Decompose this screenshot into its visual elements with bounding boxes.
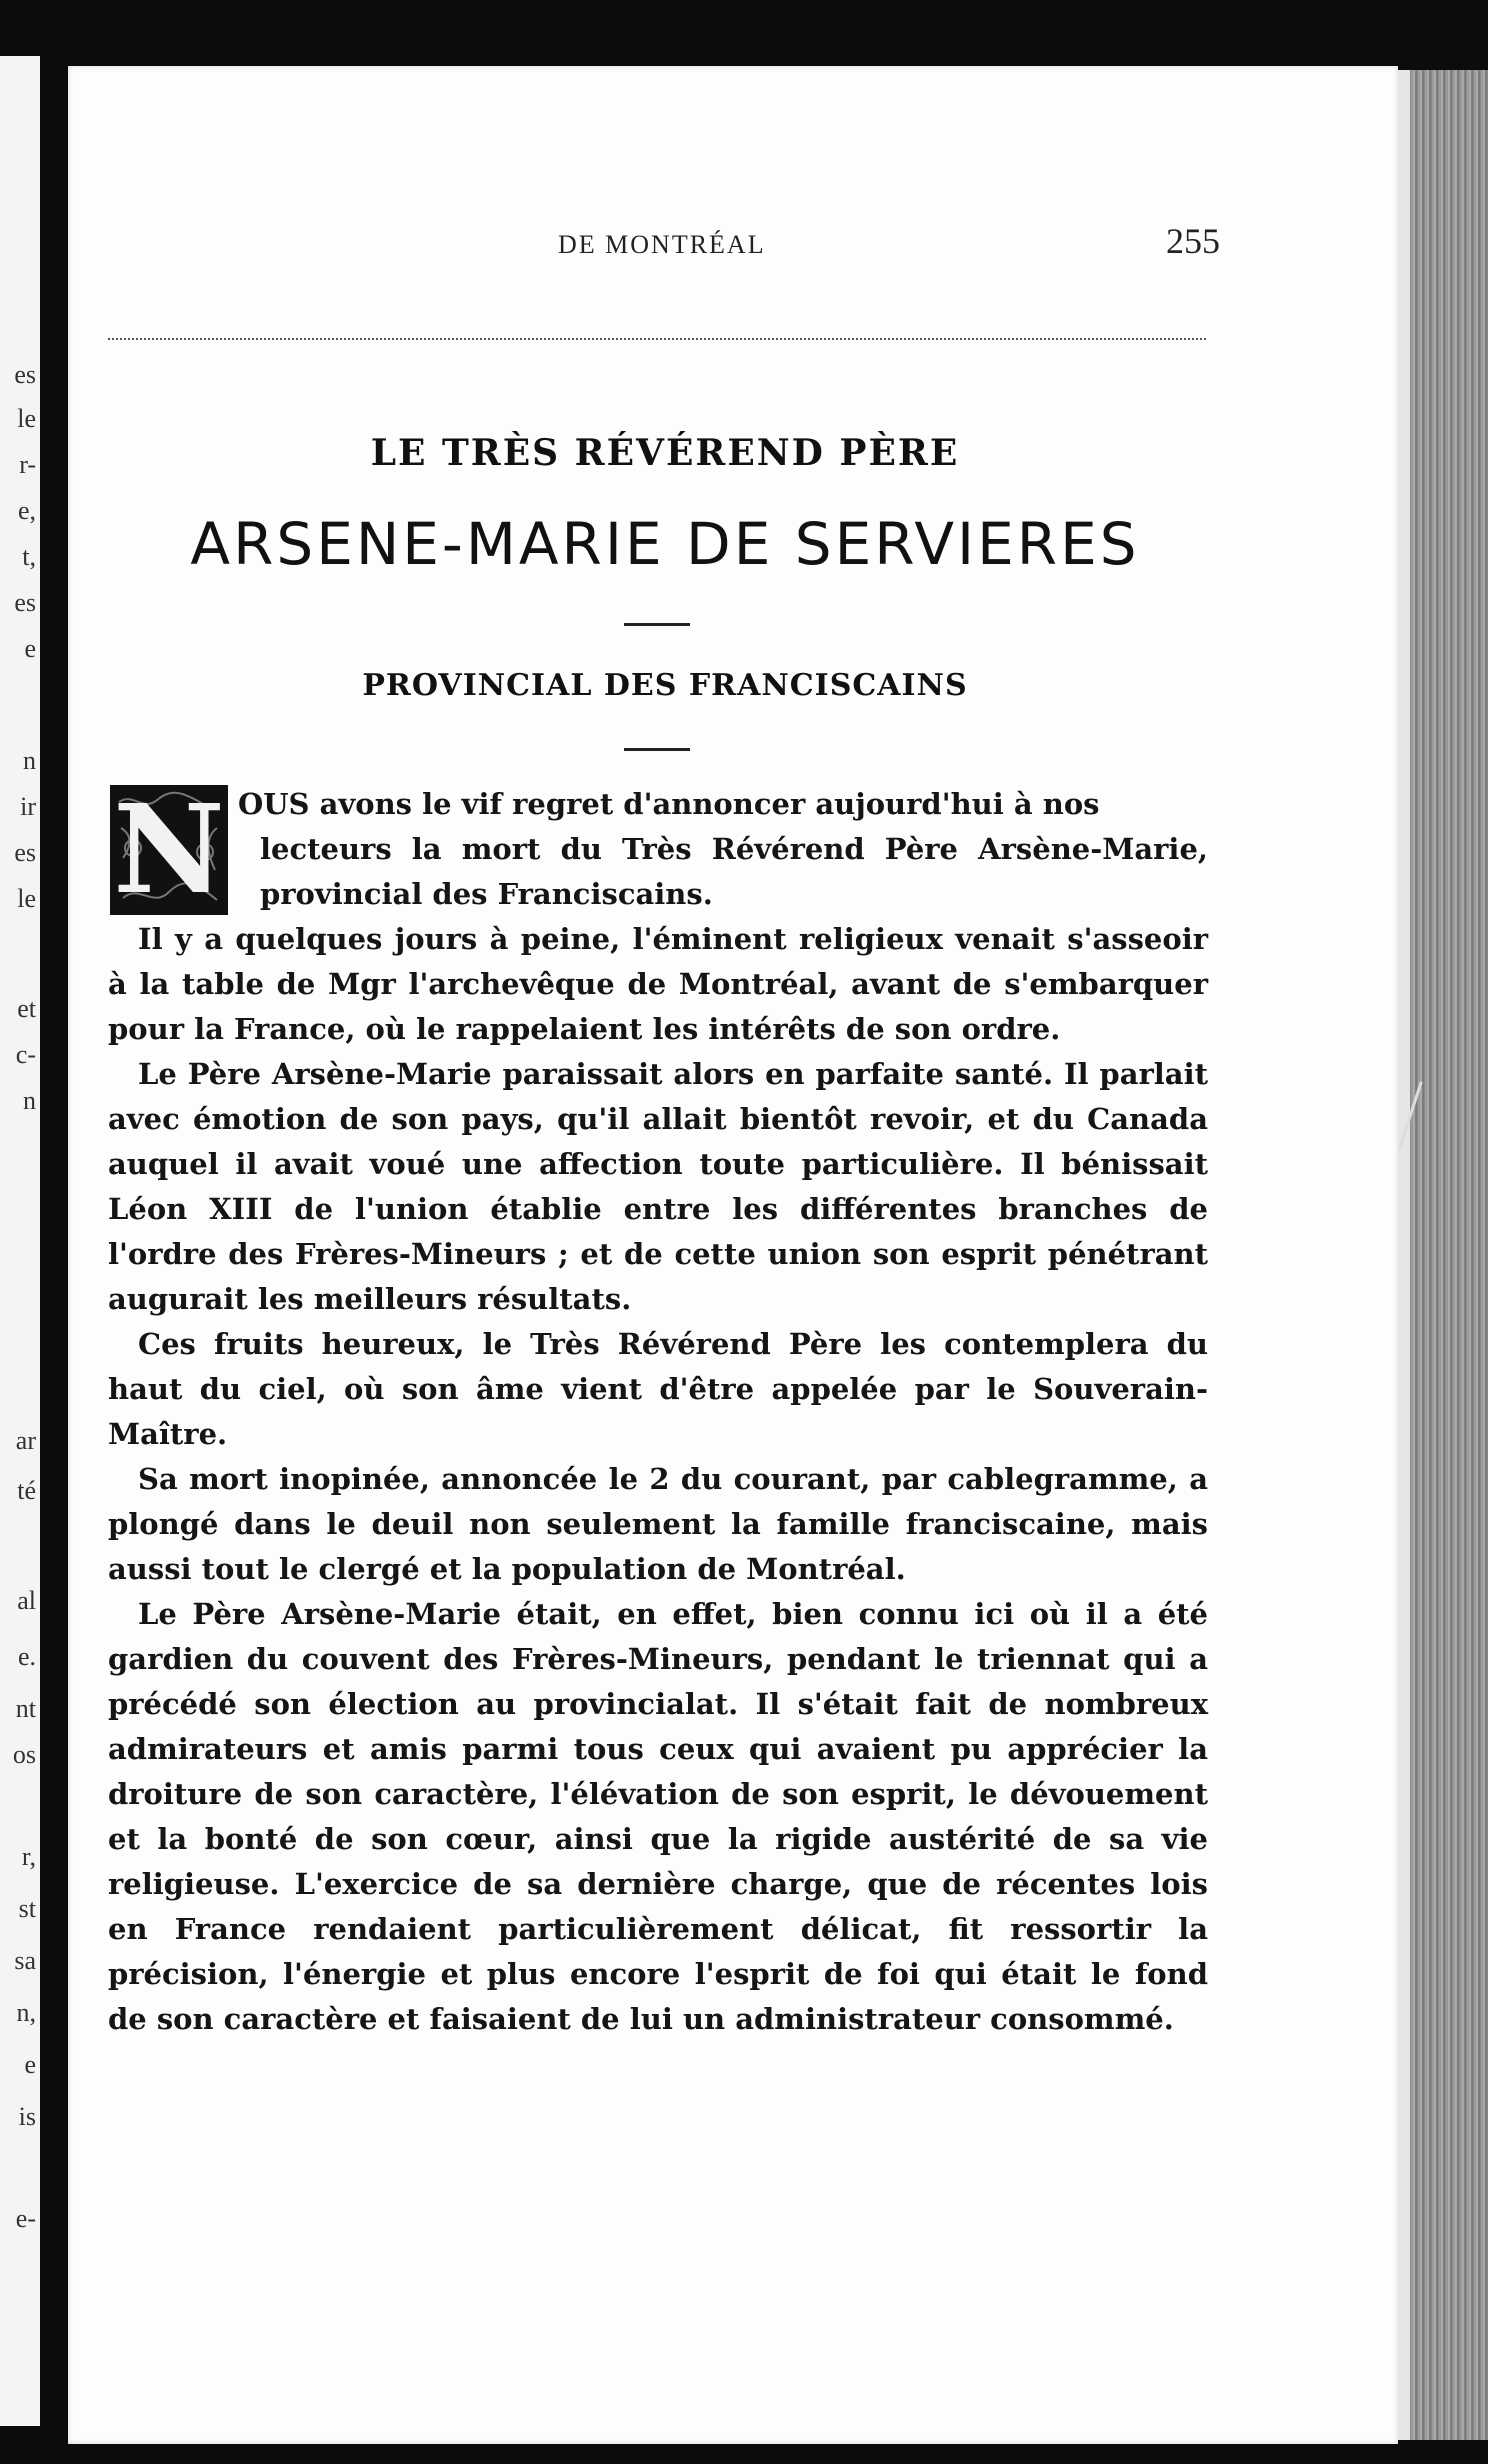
header-divider xyxy=(108,338,1206,340)
left-page-fragment: le xyxy=(17,404,36,433)
left-page-fragment: e. xyxy=(17,1642,36,1671)
left-page-fragment: c- xyxy=(15,1040,36,1069)
title-name: ARSENE-MARIE DE SERVIERES xyxy=(190,510,1140,578)
left-page-fragment: ar xyxy=(15,1426,36,1455)
paragraph-1 xyxy=(108,782,1208,917)
title-subheading: PROVINCIAL DES FRANCISCAINS xyxy=(362,668,968,703)
article-body xyxy=(108,782,1208,2042)
left-page-fragment: le xyxy=(17,884,36,913)
paragraph-1-lead: OUS avons le vif regret d'annoncer aujourd'hui à nos xyxy=(238,787,1100,821)
left-page-fragment: r, xyxy=(21,1842,36,1871)
left-page-fragment: nt xyxy=(15,1694,36,1723)
title-divider-top xyxy=(624,623,690,626)
left-page-fragment: is xyxy=(18,2102,36,2131)
left-page-fragment: e- xyxy=(15,2204,36,2233)
left-page-fragment: té xyxy=(17,1476,36,1505)
left-page-fragment: e, xyxy=(17,496,36,525)
page-number: 255 xyxy=(1166,221,1220,261)
paragraph-5: Sa mort inopinée, annoncée le 2 du courant, par cablegramme, a plongé dans le deuil non seulement la famille franciscaine, mais aussi tout le clergé et la population de Montréal. xyxy=(108,1462,1208,1586)
page-block-edge-highlight xyxy=(1398,70,1410,2440)
left-page-fragment: n xyxy=(23,1086,36,1115)
left-page-fragment: r- xyxy=(19,450,36,479)
left-page-fragment: es xyxy=(14,360,36,389)
paragraph-2: Il y a quelques jours à peine, l'éminent religieux venait s'asseoir à la table de Mgr l'archevêque de Montréal, avant de s'embarquer pour la France, où le rappelaient les intérêts de son ordre. xyxy=(108,922,1208,1046)
dropcap-letter: N xyxy=(113,785,225,915)
left-page-fragment: n, xyxy=(16,1998,36,2027)
left-page-fragment: al xyxy=(17,1586,36,1615)
left-page-fragment: os xyxy=(12,1740,36,1769)
left-page-fragment: n xyxy=(23,746,36,775)
left-page-fragment: ir xyxy=(20,792,36,821)
left-page-fragment: es xyxy=(14,588,36,617)
left-page-fragment: es xyxy=(14,838,36,867)
paragraph-1-continuation: lecteurs la mort du Très Révérend Père Arsène-Marie, provincial des Franciscains. xyxy=(260,832,1208,911)
title-honorific: LE TRÈS RÉVÉREND PÈRE xyxy=(370,432,960,474)
running-title: DE MONTRÉAL xyxy=(558,230,766,259)
left-page-fragment: t, xyxy=(22,542,36,571)
left-page-fragment: sa xyxy=(14,1946,36,1975)
left-page-fragment: e xyxy=(24,634,36,663)
paragraph-6: Le Père Arsène-Marie était, en effet, bien connu ici où il a été gardien du couvent des Frères-Mineurs, pendant le triennat qui a précédé son élection au provincialat. Il s'était fait de nombreux admirateurs et amis parmi tous ceux qui avaient pu apprécier la droiture de son caractère, l'élévation de son esprit, le dévouement et la bonté de son cœur, ainsi que la rigide austérité de sa vie religieuse. L'exercice de sa dernière charge, que de récentes lois en France rendaient particulièrement délicat, fit ressortir la précision, l'énergie et plus encore l'esprit de foi qui était le fond de son caractère et faisaient de lui un administrateur consommé. xyxy=(108,1597,1208,2036)
left-page-sliver xyxy=(0,56,40,2426)
running-head xyxy=(110,220,1220,270)
paragraph-3: Le Père Arsène-Marie paraissait alors en parfaite santé. Il parlait avec émotion de son pays, qu'il allait bientôt revoir, et du Canada auquel il avait voué une affection toute particulière. Il bénissait Léon XIII de l'union établie entre les différentes branches de l'ordre des Frères-Mineurs ; et de cette union son esprit pénétrant augurait les meilleurs résultats. xyxy=(108,1057,1208,1316)
left-page-fragment: et xyxy=(17,994,36,1023)
left-page-fragment: e xyxy=(24,2050,36,2079)
left-page-fragment: st xyxy=(18,1894,36,1923)
paragraph-4: Ces fruits heureux, le Très Révérend Père les contemplera du haut du ciel, où son âme vient d'être appelée par le Souverain-Maître. xyxy=(108,1327,1208,1451)
ornamental-dropcap xyxy=(110,785,228,915)
page-block-edge xyxy=(1398,70,1488,2440)
title-divider-bottom xyxy=(624,748,690,751)
